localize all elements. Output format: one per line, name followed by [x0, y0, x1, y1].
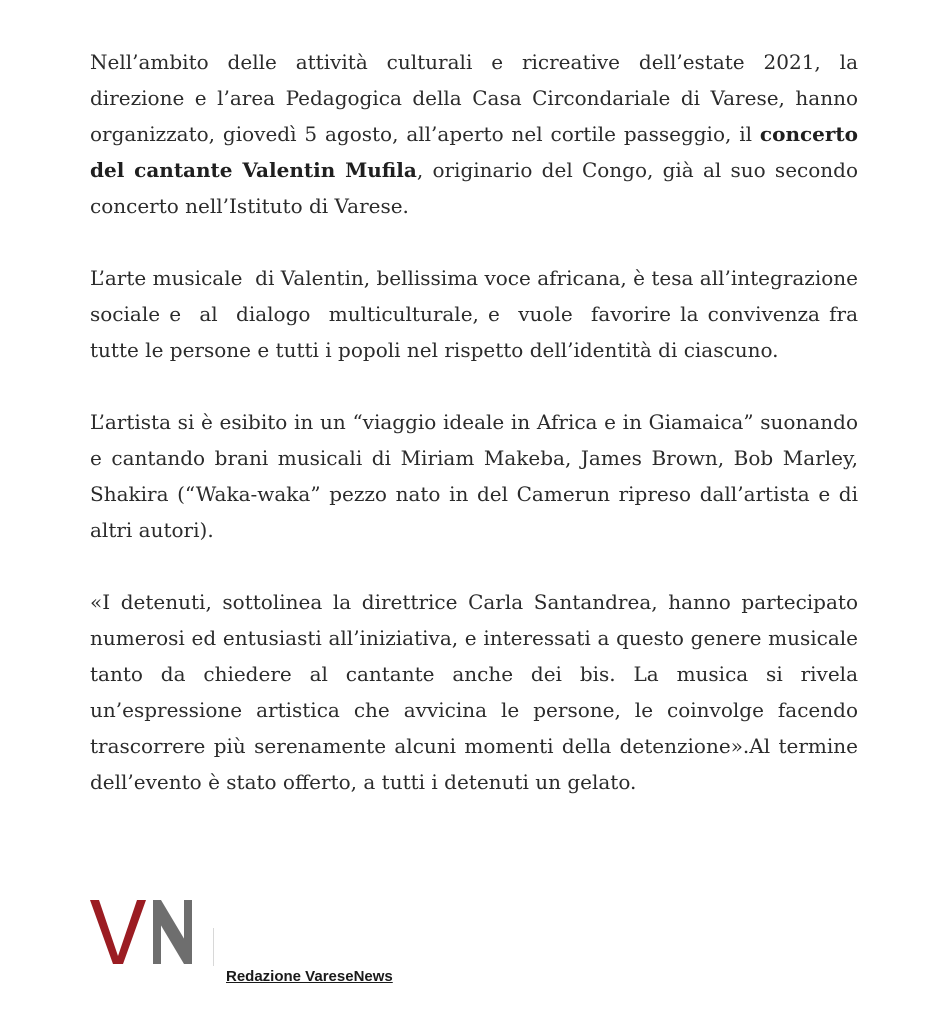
paragraph-quote: «I detenuti, sottolinea la direttrice Carla Santandrea, hanno partecipato numerosi ed entusiasti all’iniziativa, e interessati a questo genere musicale tanto da chiedere al cantante anche dei bis. La musica si rivela un’espressione artistica che avvicina le persone, le coinvolge facendo trascorrere più serenamente alcuni momenti della detenzione».Al termine dell’evento è stato offerto, a tutti i detenuti un gelato.: [90, 590, 858, 794]
concert-highlight: concerto del cantante Valentin Mufila: [90, 122, 858, 182]
intro-text-end: , originario del Congo, già al suo secondo concerto nell’Istituto di Varese.: [90, 158, 858, 218]
logo-letter-n: [153, 900, 192, 964]
article-footer: [90, 896, 490, 996]
logo-letter-v: [90, 900, 146, 964]
author-byline-link[interactable]: Redazione VareseNews: [226, 968, 393, 985]
logo-divider: [213, 928, 214, 966]
article-body: [90, 44, 865, 836]
varesenews-logo-icon: [90, 896, 200, 968]
paragraph-journey: L’artista si è esibito in un “viaggio ideale in Africa e in Giamaica” suonando e cantando brani musicali di Miriam Makeba, James Brown, Bob Marley, Shakira (“Waka-waka” pezzo nato in del Camerun ripreso dall’artista e di altri autori).: [90, 410, 858, 542]
paragraph-intro: [90, 44, 858, 224]
intro-text-start: Nell’ambito delle attività culturali e ricreative dell’estate 2021, la direzione e l’area Pedagogica della Casa Circondariale di Varese, hanno organizzato, giovedì 5 agosto, all’aperto nel cortile passeggio, il: [90, 50, 858, 146]
paragraph-art: L’arte musicale di Valentin, bellissima voce africana, è tesa all’integrazione sociale e al dialogo multiculturale, e vuole favorire la convivenza fra tutte le persone e tutti i popoli nel rispetto dell’identità di ciascuno.: [90, 266, 865, 362]
